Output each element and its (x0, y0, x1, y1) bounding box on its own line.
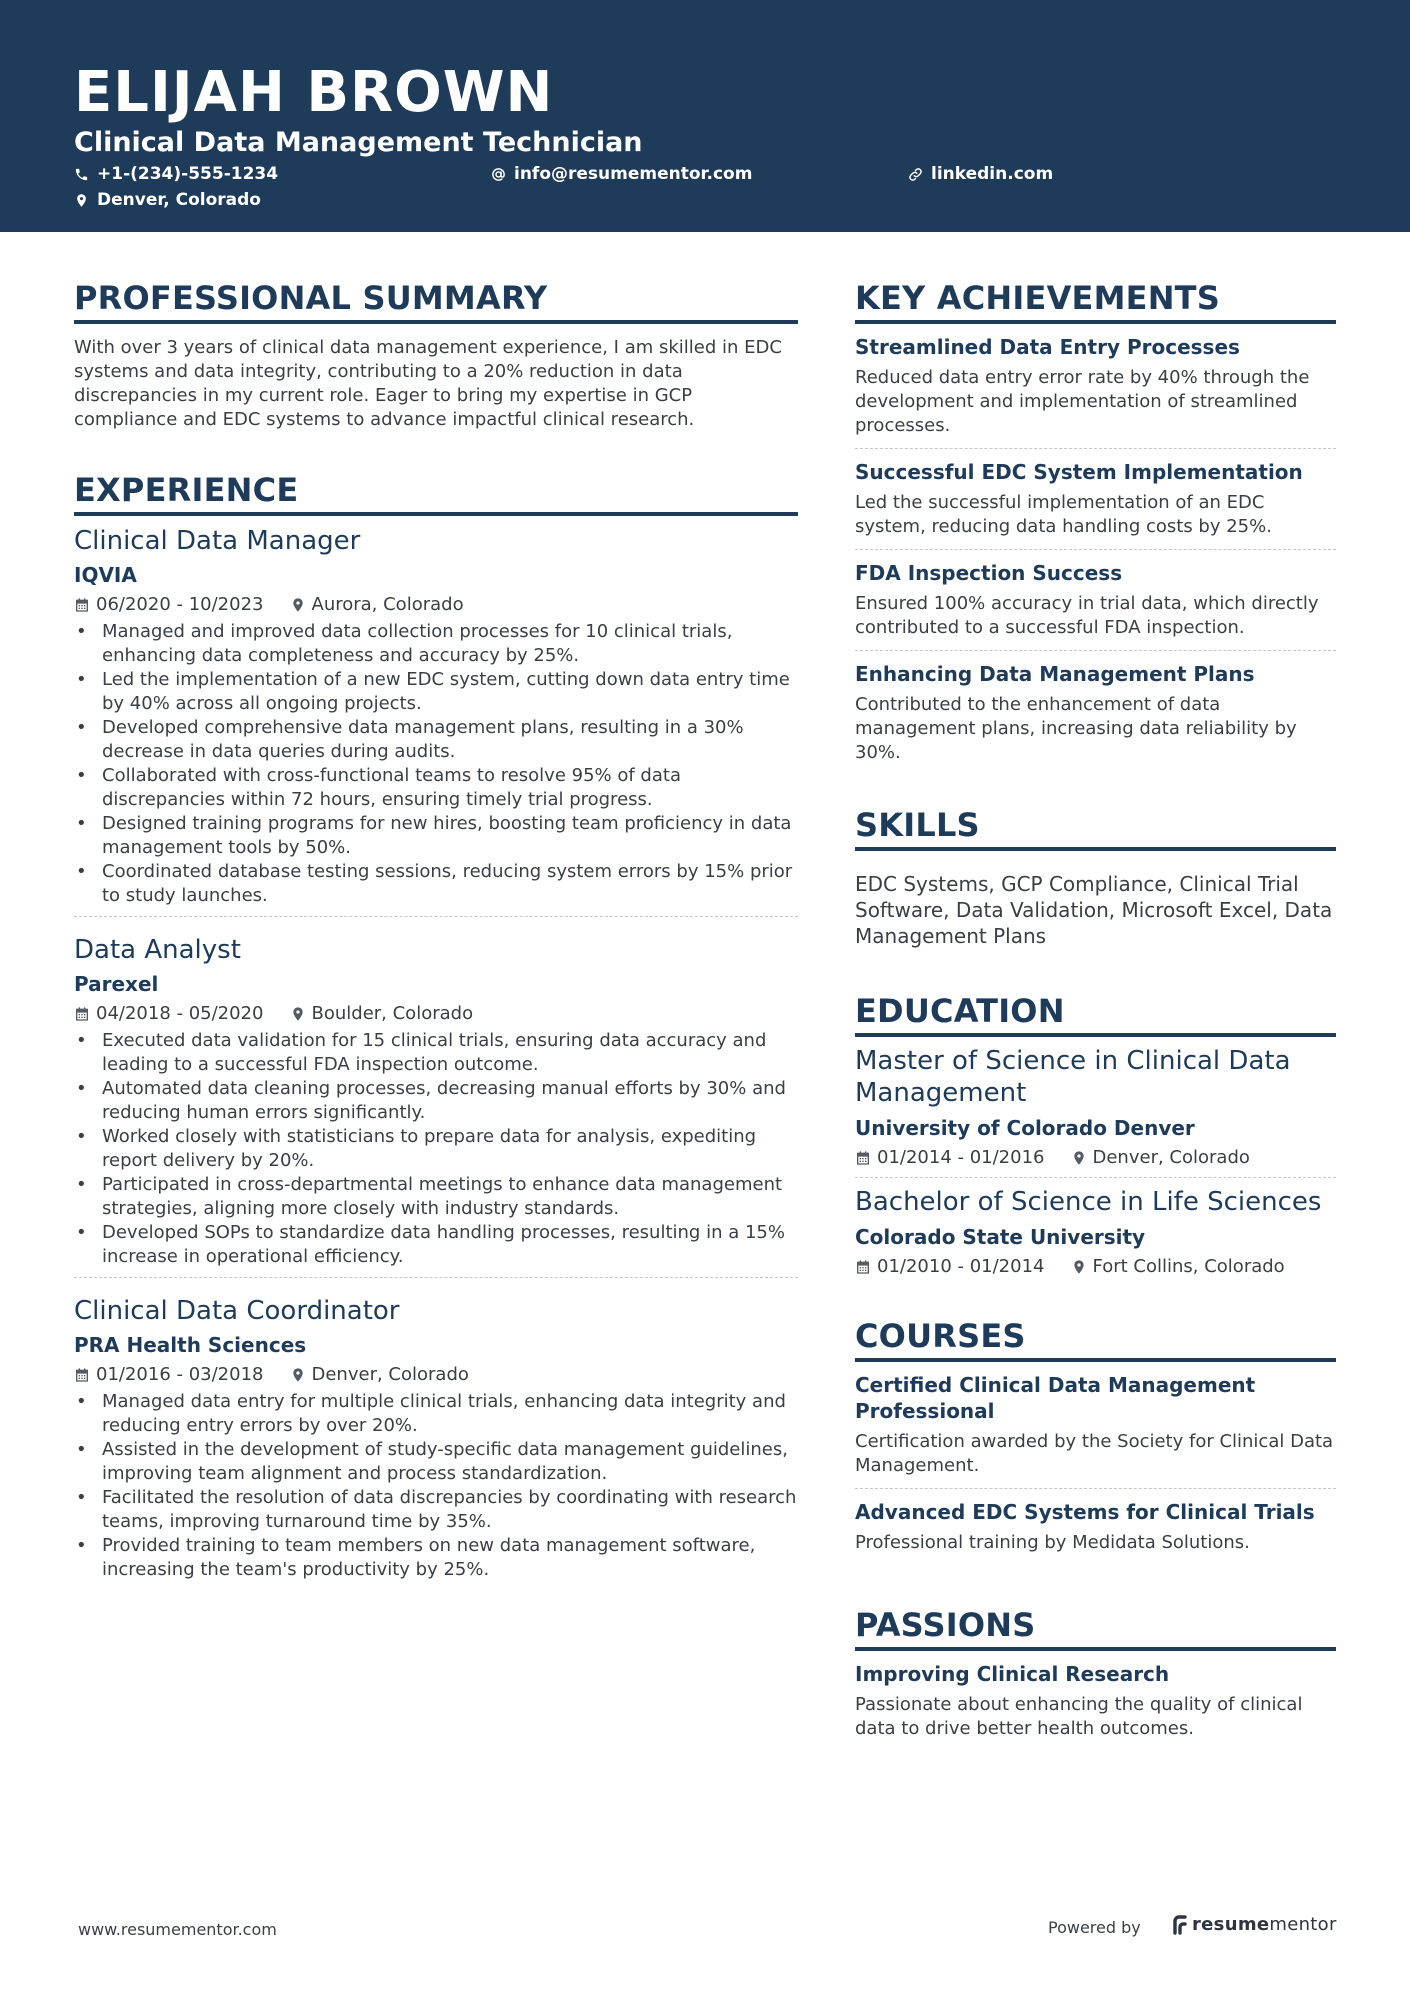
location-icon (1071, 1150, 1087, 1166)
job-title: Clinical Data Manager (74, 526, 361, 556)
education-heading: EDUCATION (855, 991, 1336, 1037)
courses-heading: COURSES (855, 1316, 1336, 1362)
experience-section (74, 470, 798, 1590)
course-item (855, 1362, 1336, 1488)
calendar-icon (855, 1150, 871, 1166)
job-location: Boulder, Colorado (311, 1003, 474, 1024)
contact-location (74, 189, 261, 211)
resumementor-logo-icon (1172, 1915, 1188, 1935)
experience-heading: EXPERIENCE (74, 470, 798, 516)
passions-heading: PASSIONS (855, 1605, 1336, 1651)
education-meta (855, 1256, 1336, 1278)
passion-item (855, 1651, 1336, 1751)
list-item: • Worked closely with statisticians to prepare data for analysis, expediting report delivery by 20%. (102, 1125, 798, 1173)
contact-phone (74, 163, 278, 185)
education-meta (855, 1147, 1336, 1169)
contact-linkedin[interactable] (908, 163, 1053, 185)
list-item: • Collaborated with cross-functional teams to resolve 95% of data discrepancies within 72 hours, ensuring timely trial progress. (102, 764, 798, 812)
location-text: Denver, Colorado (97, 190, 261, 210)
achievement-item (855, 650, 1336, 775)
logo-light-text: mentor (1269, 1914, 1337, 1935)
footer-powered-by: Powered by (1048, 1918, 1141, 1937)
list-item: • Executed data validation for 15 clinical trials, ensuring data accuracy and leading to a successful FDA inspection outcome. (102, 1029, 798, 1077)
linkedin-text[interactable]: linkedin.com (931, 164, 1054, 184)
job-meta (74, 594, 798, 616)
achievements-heading: KEY ACHIEVEMENTS (855, 278, 1336, 324)
email-icon (491, 167, 506, 182)
passion-title: Improving Clinical Research (855, 1662, 1170, 1686)
education-item (855, 1177, 1336, 1286)
candidate-title: Clinical Data Management Technician (74, 127, 643, 158)
calendar-icon (855, 1259, 871, 1275)
company-name: PRA Health Sciences (74, 1333, 307, 1357)
logo-wordmark (1192, 1914, 1337, 1935)
education-section (855, 991, 1336, 1286)
list-item: • Participated in cross-departmental meetings to enhance data management strategies, aligning more closely with industry standards. (102, 1173, 798, 1221)
job-bullets (74, 620, 798, 908)
location-icon (290, 597, 306, 613)
company-name: Parexel (74, 972, 159, 996)
skills-text: EDC Systems, GCP Compliance, Clinical Trial Software, Data Validation, Microsoft Excel, Data Management Plans (855, 872, 1333, 948)
right-column (855, 278, 1336, 1751)
education-item (855, 1037, 1336, 1177)
education-location: Fort Collins, Colorado (1092, 1256, 1285, 1277)
location-icon (1071, 1259, 1087, 1275)
achievement-desc: Ensured 100% accuracy in trial data, which directly contributed to a successful FDA inspection. (855, 593, 1319, 638)
job-entry (74, 1277, 798, 1590)
courses-section (855, 1316, 1336, 1565)
school-name: Colorado State University (855, 1225, 1146, 1249)
link-icon (908, 167, 923, 182)
summary-text: With over 3 years of clinical data management experience, I am skilled in EDC systems and data integrity, contributing to a 20% reduction in data discrepancies in my current role. Eager to bring my expertise in GCP compliance and EDC systems to advance impactful clinical research. (74, 337, 782, 430)
job-entry (74, 916, 798, 1277)
degree-title: Bachelor of Science in Life Sciences (855, 1187, 1322, 1217)
job-title: Clinical Data Coordinator (74, 1296, 400, 1326)
list-item: • Provided training to team members on new data management software, increasing the team's productivity by 25%. (102, 1534, 798, 1582)
logo-bold-text: resume (1192, 1914, 1270, 1935)
achievement-desc: Led the successful implementation of an EDC system, reducing data handling costs by 25%. (855, 492, 1272, 537)
education-location: Denver, Colorado (1092, 1147, 1250, 1168)
job-bullets (74, 1029, 798, 1269)
location-icon (74, 193, 89, 208)
list-item: • Managed and improved data collection processes for 10 clinical trials, enhancing data completeness and accuracy by 25%. (102, 620, 798, 668)
achievement-title: Streamlined Data Entry Processes (855, 335, 1240, 359)
resume-header (0, 0, 1410, 232)
summary-section (74, 278, 798, 432)
job-location: Denver, Colorado (311, 1364, 469, 1385)
job-meta (74, 1003, 798, 1025)
list-item: • Developed SOPs to standardize data handling processes, resulting in a 15% increase in operational efficiency. (102, 1221, 798, 1269)
list-item: • Facilitated the resolution of data discrepancies by coordinating with research teams, improving turnaround time by 35%. (102, 1486, 798, 1534)
course-title: Certified Clinical Data Management Professional (855, 1373, 1256, 1423)
location-icon (290, 1367, 306, 1383)
education-dates: 01/2014 - 01/2016 (877, 1147, 1045, 1168)
job-dates: 06/2020 - 10/2023 (96, 594, 264, 615)
job-meta (74, 1364, 798, 1386)
list-item: • Coordinated database testing sessions, reducing system errors by 15% prior to study launches. (102, 860, 798, 908)
company-name: IQVIA (74, 563, 137, 587)
footer-url[interactable]: www.resumementor.com (78, 1920, 277, 1939)
degree-title: Master of Science in Clinical Data Management (855, 1046, 1291, 1108)
list-item: • Led the implementation of a new EDC system, cutting down data entry time by 40% across all ongoing projects. (102, 668, 798, 716)
list-item: • Automated data cleaning processes, decreasing manual efforts by 30% and reducing human errors significantly. (102, 1077, 798, 1125)
contact-email[interactable] (491, 163, 752, 185)
calendar-icon (74, 1367, 90, 1383)
footer-logo[interactable] (1172, 1914, 1337, 1935)
achievement-title: Enhancing Data Management Plans (855, 662, 1255, 686)
list-item: • Managed data entry for multiple clinical trials, enhancing data integrity and reducing entry errors by over 20%. (102, 1390, 798, 1438)
candidate-name: ELIJAH BROWN (74, 60, 554, 125)
achievement-title: FDA Inspection Success (855, 561, 1123, 585)
school-name: University of Colorado Denver (855, 1116, 1195, 1140)
course-desc: Certification awarded by the Society for Clinical Data Management. (855, 1431, 1334, 1476)
list-item: • Assisted in the development of study-specific data management guidelines, improving team alignment and process standardization. (102, 1438, 798, 1486)
list-item: • Designed training programs for new hires, boosting team proficiency in data management tools by 50%. (102, 812, 798, 860)
education-dates: 01/2010 - 01/2014 (877, 1256, 1045, 1277)
calendar-icon (74, 597, 90, 613)
phone-icon (74, 167, 89, 182)
achievement-title: Successful EDC System Implementation (855, 460, 1303, 484)
phone-text: +1-(234)-555-1234 (97, 164, 279, 184)
skills-heading: SKILLS (855, 805, 1336, 851)
achievement-item (855, 549, 1336, 650)
job-bullets (74, 1390, 798, 1582)
job-dates: 04/2018 - 05/2020 (96, 1003, 264, 1024)
achievements-section (855, 278, 1336, 775)
list-item: • Developed comprehensive data management plans, resulting in a 30% decrease in data queries during audits. (102, 716, 798, 764)
course-desc: Professional training by Medidata Solutions. (855, 1532, 1250, 1553)
email-text[interactable]: info@resumementor.com (514, 164, 753, 184)
summary-heading: PROFESSIONAL SUMMARY (74, 278, 798, 324)
course-item (855, 1488, 1336, 1565)
job-location: Aurora, Colorado (311, 594, 464, 615)
job-entry (74, 524, 798, 916)
course-title: Advanced EDC Systems for Clinical Trials (855, 1500, 1315, 1524)
passion-desc: Passionate about enhancing the quality of clinical data to drive better health outcomes. (855, 1694, 1303, 1739)
achievement-item (855, 324, 1336, 448)
passions-section (855, 1605, 1336, 1751)
left-column (74, 278, 798, 1590)
job-title: Data Analyst (74, 935, 241, 965)
achievement-item (855, 448, 1336, 549)
achievement-desc: Contributed to the enhancement of data management plans, increasing data reliability by 30%. (855, 694, 1297, 763)
location-icon (290, 1006, 306, 1022)
skills-section (855, 805, 1336, 949)
achievement-desc: Reduced data entry error rate by 40% through the development and implementation of streamlined processes. (855, 367, 1310, 436)
calendar-icon (74, 1006, 90, 1022)
job-dates: 01/2016 - 03/2018 (96, 1364, 264, 1385)
